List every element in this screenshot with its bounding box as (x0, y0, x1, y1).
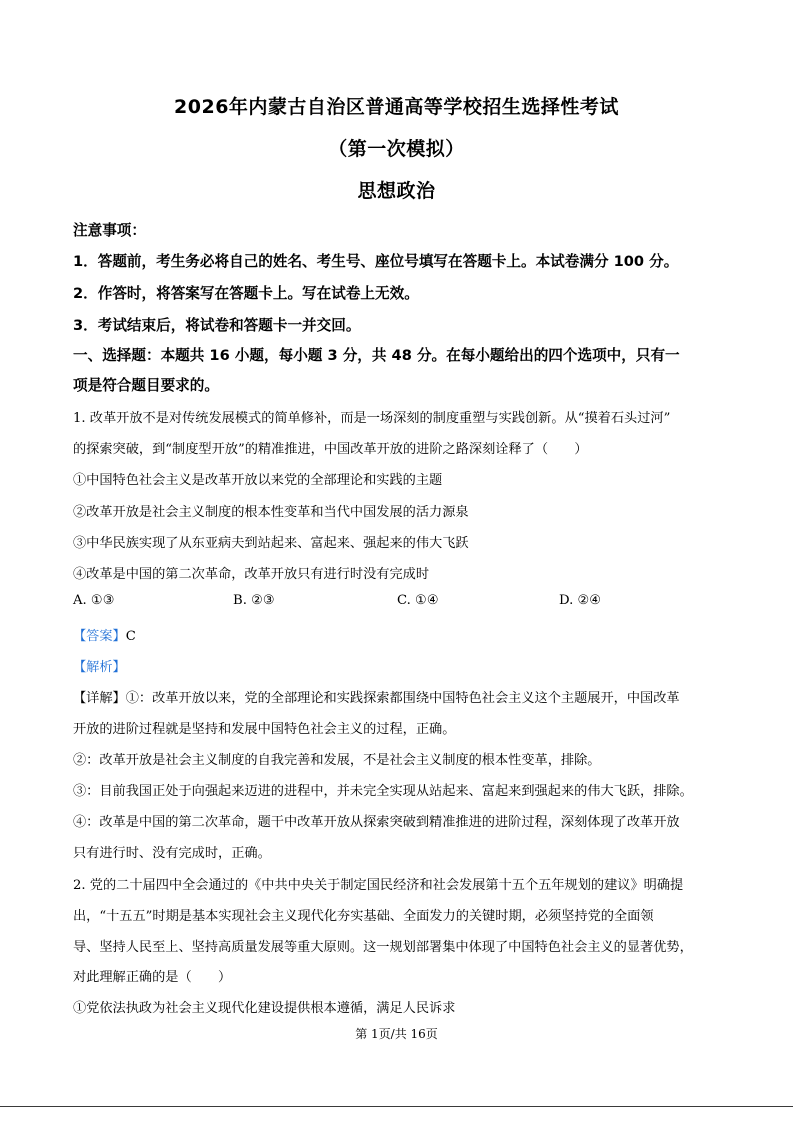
q1-answer (73, 625, 136, 644)
q1-detail-line-1 (73, 687, 680, 706)
subject-title: 思想政治 (357, 180, 436, 202)
q2-stem-line-3: 导、坚持人民至上、坚持高质量发展等重大原则。这一规划部署集中体现了中国特色社会主义的显著优势， (73, 940, 693, 955)
q1-analysis (73, 656, 126, 675)
notice-heading: 注意事项： (73, 222, 146, 239)
notice-item-2: 2．作答时，将答案写在答题卡上。写在试卷上无效。 (73, 285, 419, 302)
q1-detail-line-3: ②：改革开放是社会主义制度的自我完善和发展，不是社会主义制度的根本性变革，排除。 (73, 753, 601, 768)
q1-item-3: ③中华民族实现了从东亚病夫到站起来、富起来、强起来的伟大飞跃 (73, 536, 469, 551)
q1-stem-line-1: 1. 改革开放不是对传统发展模式的简单修补，而是一场深刻的制度重塑与实践创新。从“摸着石头过河” (73, 411, 671, 426)
detail-text-1: ①：改革开放以来，党的全部理论和实践探索都围绕中国特色社会主义这个主题展开，中国改革 (125, 691, 680, 706)
q1-detail-line-2: 开放的进阶过程就是坚持和发展中国特色社会主义的过程，正确。 (73, 722, 456, 737)
notice-item-3: 3．考试结束后，将试卷和答题卡一并交回。 (73, 317, 361, 334)
answer-value: C (125, 629, 136, 644)
notice-item-1: 1．答题前，考生务必将自己的姓名、考生号、座位号填写在答题卡上。本试卷满分 100 分。 (73, 253, 679, 270)
detail-tag: 【详解】 (73, 691, 126, 706)
q2-stem-line-1: 2. 党的二十届四中全会通过的《中共中央关于制定国民经济和社会发展第十五个五年规划的建议》明确提 (73, 878, 684, 893)
q1-detail-line-5: ④：改革是中国的第二次革命，题干中改革开放从探索突破到精准推进的进阶过程，深刻体现了改革开放 (73, 815, 680, 830)
q2-stem-line-4: 对此理解正确的是（ ） (73, 970, 232, 985)
q1-detail-line-6: 只有进行时、没有完成时，正确。 (73, 846, 271, 861)
q2-stem-line-2: 出，“十五五”时期是基本实现社会主义现代化夯实基础、全面发力的关键时期，必须坚持党的全面领 (73, 909, 654, 924)
section-heading-line-1: 一、选择题：本题共 16 小题，每小题 3 分，共 48 分。在每小题给出的四个选项中，只有一 (73, 347, 680, 364)
q1-item-1: ①中国特色社会主义是改革开放以来党的全部理论和实践的主题 (73, 473, 443, 488)
q1-stem-line-2: 的探索突破，到“制度型开放”的精准推进，中国改革开放的进阶之路深刻诠释了（ ） (73, 442, 588, 457)
bottom-divider (0, 1106, 793, 1107)
q1-item-4: ④改革是中国的第二次革命，改革开放只有进行时没有完成时 (73, 567, 430, 582)
q1-option-a: A. ①③ (73, 593, 115, 608)
q1-detail-line-4: ③：目前我国正处于向强起来迈进的进程中，并未完全实现从站起来、富起来到强起来的伟大飞跃，排除。 (73, 784, 693, 799)
answer-tag: 【答案】 (73, 629, 126, 644)
analysis-tag: 【解析】 (73, 660, 126, 675)
page-number: 第 1页/共 16页 (355, 1027, 438, 1041)
q1-option-d: D. ②④ (559, 593, 602, 608)
q2-item-1: ①党依法执政为社会主义现代化建设提供根本遵循，满足人民诉求 (73, 1001, 456, 1016)
q1-option-b: B. ②③ (233, 593, 275, 608)
q1-item-2: ②改革开放是社会主义制度的根本性变革和当代中国发展的活力源泉 (73, 505, 469, 520)
section-heading-line-2: 项是符合题目要求的。 (73, 377, 219, 394)
exam-title: 2026年内蒙古自治区普通高等学校招生选择性考试 (174, 96, 619, 118)
q1-option-c: C. ①④ (397, 593, 439, 608)
exam-subtitle: （第一次模拟） (328, 138, 465, 160)
